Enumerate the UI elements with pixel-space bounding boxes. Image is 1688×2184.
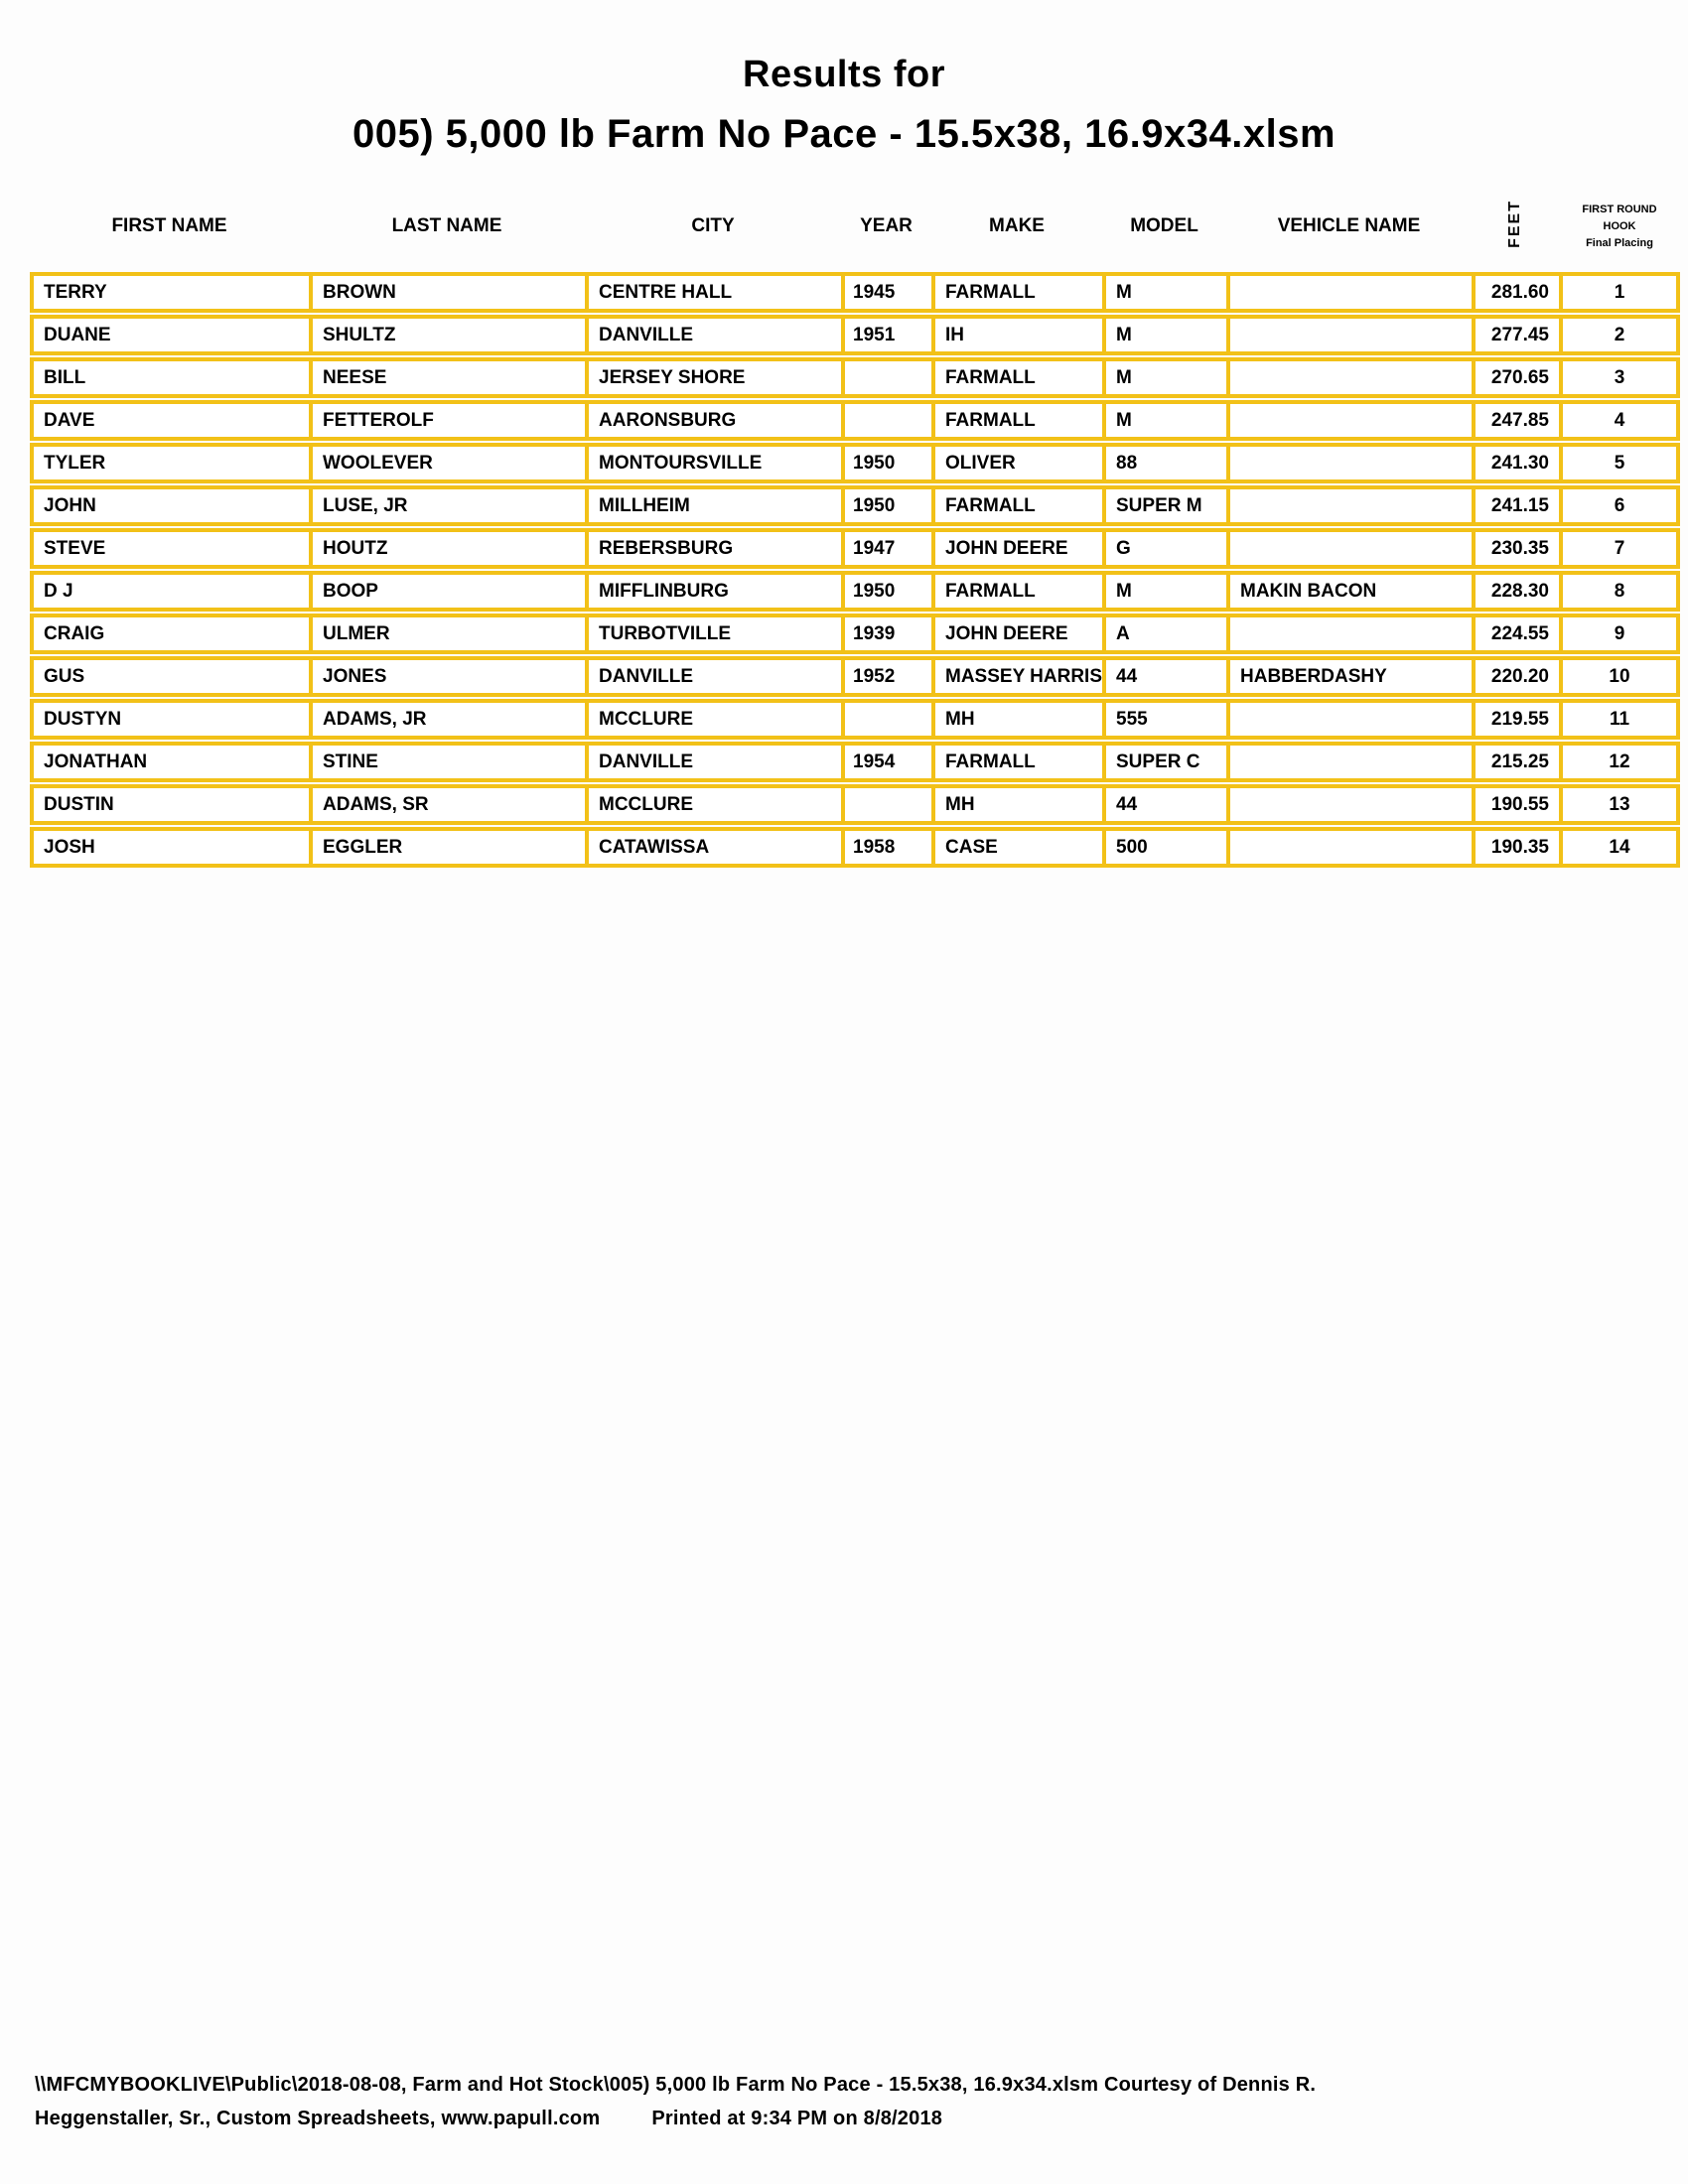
table-row [30, 357, 1680, 398]
cell-first-name: TYLER [30, 443, 309, 483]
cell-city: DANVILLE [585, 315, 841, 355]
cell-model: SUPER M [1102, 485, 1226, 526]
col-header-first-name: FIRST NAME [111, 215, 227, 236]
cell-feet: 241.15 [1472, 485, 1559, 526]
cell-model: M [1102, 357, 1226, 398]
cell-vehicle-name: HABBERDASHY [1226, 656, 1472, 697]
cell-city: CATAWISSA [585, 827, 841, 868]
cell-feet: 247.85 [1472, 400, 1559, 441]
cell-last-name: LUSE, JR [309, 485, 585, 526]
page-title: Results for [743, 54, 945, 95]
cell-last-name: NEESE [309, 357, 585, 398]
cell-make: FARMALL [931, 272, 1102, 313]
page-footer [35, 2068, 1653, 2135]
cell-make: MH [931, 784, 1102, 825]
footer-printed-at: Printed at 9:34 PM on 8/8/2018 [651, 2108, 943, 2129]
cell-feet: 228.30 [1472, 571, 1559, 612]
cell-last-name: SHULTZ [309, 315, 585, 355]
cell-last-name: ADAMS, SR [309, 784, 585, 825]
cell-last-name: EGGLER [309, 827, 585, 868]
cell-placing: 11 [1559, 699, 1680, 740]
placing-header-line2: HOOK [1603, 219, 1636, 232]
cell-city: CENTRE HALL [585, 272, 841, 313]
cell-make: IH [931, 315, 1102, 355]
cell-model: M [1102, 315, 1226, 355]
cell-make: FARMALL [931, 485, 1102, 526]
cell-feet: 241.30 [1472, 443, 1559, 483]
cell-placing: 12 [1559, 742, 1680, 782]
cell-vehicle-name [1226, 784, 1472, 825]
cell-feet: 230.35 [1472, 528, 1559, 569]
cell-model: M [1102, 571, 1226, 612]
cell-placing: 1 [1559, 272, 1680, 313]
col-header-model: MODEL [1130, 215, 1198, 236]
cell-feet: 190.55 [1472, 784, 1559, 825]
cell-city: AARONSBURG [585, 400, 841, 441]
cell-city: MIFFLINBURG [585, 571, 841, 612]
table-row [30, 784, 1680, 825]
cell-first-name: STEVE [30, 528, 309, 569]
cell-model: 44 [1102, 656, 1226, 697]
page-subtitle: 005) 5,000 lb Farm No Pace - 15.5x38, 16.9x34.xlsm [352, 112, 1336, 156]
cell-vehicle-name: MAKIN BACON [1226, 571, 1472, 612]
cell-model: M [1102, 272, 1226, 313]
cell-placing: 3 [1559, 357, 1680, 398]
cell-make: FARMALL [931, 400, 1102, 441]
cell-make: FARMALL [931, 571, 1102, 612]
cell-placing: 9 [1559, 614, 1680, 654]
footer-credit: Heggenstaller, Sr., Custom Spreadsheets, www.papull.com [35, 2108, 601, 2129]
cell-year: 1950 [841, 443, 931, 483]
col-header-last-name: LAST NAME [391, 215, 502, 236]
cell-make: CASE [931, 827, 1102, 868]
cell-make: JOHN DEERE [931, 614, 1102, 654]
col-header-city: CITY [691, 215, 735, 236]
table-row [30, 443, 1680, 483]
cell-vehicle-name [1226, 485, 1472, 526]
cell-model: A [1102, 614, 1226, 654]
cell-year [841, 357, 931, 398]
cell-placing: 10 [1559, 656, 1680, 697]
col-header-year: YEAR [860, 215, 913, 236]
cell-feet: 277.45 [1472, 315, 1559, 355]
cell-city: MILLHEIM [585, 485, 841, 526]
cell-last-name: ULMER [309, 614, 585, 654]
cell-year [841, 400, 931, 441]
cell-first-name: CRAIG [30, 614, 309, 654]
cell-city: REBERSBURG [585, 528, 841, 569]
cell-placing: 5 [1559, 443, 1680, 483]
cell-model: SUPER C [1102, 742, 1226, 782]
cell-first-name: DUANE [30, 315, 309, 355]
cell-first-name: GUS [30, 656, 309, 697]
footer-second-line [35, 2102, 1653, 2135]
cell-placing: 14 [1559, 827, 1680, 868]
col-header-feet [1472, 183, 1559, 270]
cell-placing: 4 [1559, 400, 1680, 441]
cell-year [841, 699, 931, 740]
cell-last-name: WOOLEVER [309, 443, 585, 483]
cell-year [841, 784, 931, 825]
cell-last-name: STINE [309, 742, 585, 782]
results-table [30, 181, 1680, 870]
cell-make: MH [931, 699, 1102, 740]
placing-header-line3: Final Placing [1586, 236, 1653, 249]
cell-first-name: DAVE [30, 400, 309, 441]
col-header-placing [1559, 183, 1680, 270]
cell-year: 1947 [841, 528, 931, 569]
cell-last-name: ADAMS, JR [309, 699, 585, 740]
cell-first-name: TERRY [30, 272, 309, 313]
cell-city: JERSEY SHORE [585, 357, 841, 398]
cell-last-name: BROWN [309, 272, 585, 313]
header-row [30, 183, 1680, 270]
cell-make: MASSEY HARRIS [931, 656, 1102, 697]
table-row [30, 272, 1680, 313]
col-header-make: MAKE [989, 215, 1045, 236]
cell-city: TURBOTVILLE [585, 614, 841, 654]
cell-year: 1950 [841, 485, 931, 526]
cell-year: 1952 [841, 656, 931, 697]
cell-model: 500 [1102, 827, 1226, 868]
table-row [30, 571, 1680, 612]
cell-model: 555 [1102, 699, 1226, 740]
cell-last-name: HOUTZ [309, 528, 585, 569]
cell-vehicle-name [1226, 742, 1472, 782]
feet-vertical-label: FEET [1506, 199, 1523, 248]
cell-city: MCCLURE [585, 699, 841, 740]
cell-vehicle-name [1226, 315, 1472, 355]
table-row [30, 827, 1680, 868]
cell-year: 1945 [841, 272, 931, 313]
cell-placing: 13 [1559, 784, 1680, 825]
cell-feet: 270.65 [1472, 357, 1559, 398]
cell-city: DANVILLE [585, 742, 841, 782]
col-header-vehicle-name: VEHICLE NAME [1277, 215, 1421, 236]
cell-feet: 219.55 [1472, 699, 1559, 740]
cell-first-name: BILL [30, 357, 309, 398]
cell-last-name: BOOP [309, 571, 585, 612]
cell-make: FARMALL [931, 357, 1102, 398]
cell-first-name: DUSTIN [30, 784, 309, 825]
cell-vehicle-name [1226, 528, 1472, 569]
cell-model: M [1102, 400, 1226, 441]
cell-placing: 6 [1559, 485, 1680, 526]
cell-first-name: D J [30, 571, 309, 612]
cell-vehicle-name [1226, 272, 1472, 313]
cell-vehicle-name [1226, 827, 1472, 868]
cell-model: 88 [1102, 443, 1226, 483]
cell-year: 1950 [841, 571, 931, 612]
cell-year: 1958 [841, 827, 931, 868]
footer-path-line: \\MFCMYBOOKLIVE\Public\2018-08-08, Farm and Hot Stock\005) 5,000 lb Farm No Pace - 15.5x38, 16.9x34.xlsm Courtesy of Dennis R. [35, 2074, 1317, 2096]
cell-feet: 215.25 [1472, 742, 1559, 782]
table-row [30, 656, 1680, 697]
cell-last-name: FETTEROLF [309, 400, 585, 441]
cell-city: DANVILLE [585, 656, 841, 697]
cell-placing: 2 [1559, 315, 1680, 355]
table-row [30, 699, 1680, 740]
table-row [30, 485, 1680, 526]
cell-feet: 281.60 [1472, 272, 1559, 313]
cell-first-name: DUSTYN [30, 699, 309, 740]
table-row [30, 400, 1680, 441]
table-row [30, 528, 1680, 569]
cell-year: 1939 [841, 614, 931, 654]
cell-feet: 224.55 [1472, 614, 1559, 654]
table-row [30, 742, 1680, 782]
cell-first-name: JOHN [30, 485, 309, 526]
cell-make: JOHN DEERE [931, 528, 1102, 569]
cell-feet: 220.20 [1472, 656, 1559, 697]
cell-year: 1951 [841, 315, 931, 355]
cell-model: 44 [1102, 784, 1226, 825]
table-row [30, 614, 1680, 654]
cell-model: G [1102, 528, 1226, 569]
placing-header-line1: FIRST ROUND [1582, 203, 1657, 215]
cell-make: FARMALL [931, 742, 1102, 782]
cell-first-name: JONATHAN [30, 742, 309, 782]
cell-vehicle-name [1226, 357, 1472, 398]
cell-vehicle-name [1226, 699, 1472, 740]
cell-vehicle-name [1226, 400, 1472, 441]
cell-city: MCCLURE [585, 784, 841, 825]
cell-placing: 7 [1559, 528, 1680, 569]
table-row [30, 315, 1680, 355]
cell-vehicle-name [1226, 443, 1472, 483]
cell-city: MONTOURSVILLE [585, 443, 841, 483]
cell-feet: 190.35 [1472, 827, 1559, 868]
cell-make: OLIVER [931, 443, 1102, 483]
cell-year: 1954 [841, 742, 931, 782]
cell-placing: 8 [1559, 571, 1680, 612]
cell-vehicle-name [1226, 614, 1472, 654]
cell-last-name: JONES [309, 656, 585, 697]
cell-first-name: JOSH [30, 827, 309, 868]
